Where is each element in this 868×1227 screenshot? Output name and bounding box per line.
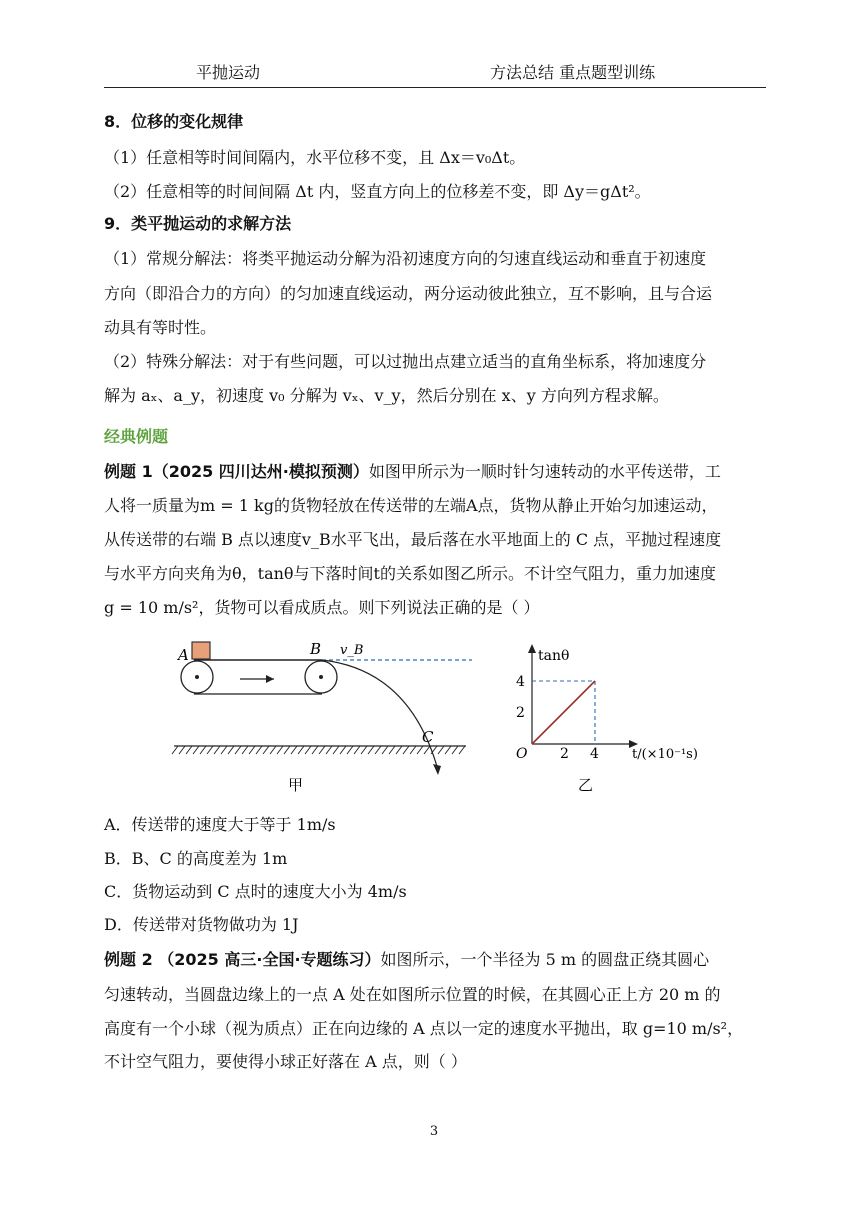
hatch-mark	[319, 746, 325, 754]
hatch-mark	[333, 746, 339, 754]
hatch-mark	[340, 746, 346, 754]
hatch-mark	[410, 746, 416, 754]
x-tick-4: 4	[590, 746, 599, 762]
hatch-mark	[291, 746, 297, 754]
trajectory-curve	[322, 660, 438, 770]
option-b: B．B、C 的高度差为 1m	[104, 849, 288, 868]
series-line	[532, 681, 595, 744]
hatch-mark	[305, 746, 311, 754]
figure-jia-conveyor	[170, 630, 480, 800]
label-b: B	[310, 640, 322, 658]
hatch-mark	[389, 746, 395, 754]
hatch-mark	[277, 746, 283, 754]
section-9-p1-line1: （1）常规分解法：将类平抛运动分解为沿初速度方向的匀速直线运动和垂直于初速度	[104, 249, 707, 268]
y-axis-arrow	[528, 644, 536, 653]
right-roller-axle	[319, 675, 323, 679]
option-a: A．传送带的速度大于等于 1m/s	[104, 815, 336, 834]
hatch-mark	[284, 746, 290, 754]
hatch-mark	[445, 746, 451, 754]
hatch-mark	[312, 746, 318, 754]
example-1-line1	[104, 462, 766, 482]
ground-hatch	[172, 746, 465, 754]
hatch-mark	[242, 746, 248, 754]
hatch-mark	[326, 746, 332, 754]
section-8-p1: （1）任意相等时间间隔内，水平位移不变，且 Δx＝v₀Δt。	[104, 148, 526, 167]
caption-yi: 乙	[578, 776, 594, 794]
y-tick-4: 4	[516, 674, 525, 690]
hatch-mark	[438, 746, 444, 754]
section-9-p1-line3: 动具有等时性。	[104, 318, 217, 337]
example-1-line2: 人将一质量为m = 1 kg的货物轻放在传送带的左端A点，货物从静止开始匀加速运动，	[104, 496, 718, 515]
example-1-line3: 从传送带的右端 B 点以速度v_B水平飞出，最后落在水平地面上的 C 点，平抛过程速度	[104, 530, 722, 549]
examples-title: 经典例题	[104, 427, 169, 446]
example-1-text1: 如图甲所示为一顺时针匀速转动的水平传送带，工	[368, 462, 721, 481]
example-2-line2: 匀速转动，当圆盘边缘上的一点 A 处在如图所示位置的时候，在其圆心正上方 20 m 的	[104, 985, 721, 1004]
hatch-mark	[459, 746, 465, 754]
hatch-mark	[263, 746, 269, 754]
example-2-line4: 不计空气阻力，要使得小球正好落在 A 点，则（ ）	[104, 1052, 467, 1071]
example-2-text1: 如图所示，一个半径为 5 m 的圆盘正绕其圆心	[380, 950, 710, 969]
example-1-line5: g = 10 m/s²，货物可以看成质点。则下列说法正确的是（ ）	[104, 598, 540, 617]
x-axis-label: t/(×10⁻¹s)	[632, 747, 698, 762]
hatch-mark	[235, 746, 241, 754]
hatch-mark	[452, 746, 458, 754]
section-9-p2-line2: 解为 aₓ、a_y，初速度 v₀ 分解为 vₓ、v_y，然后分别在 x、y 方向列方程求解。	[104, 386, 669, 405]
hatch-mark	[214, 746, 220, 754]
hatch-mark	[221, 746, 227, 754]
hatch-mark	[228, 746, 234, 754]
hatch-mark	[256, 746, 262, 754]
hatch-mark	[172, 746, 178, 754]
caption-jia: 甲	[288, 776, 304, 794]
hatch-mark	[249, 746, 255, 754]
section-9-p2-line1: （2）特殊分解法：对于有些问题，可以过抛出点建立适当的直角坐标系，将加速度分	[104, 352, 707, 371]
hatch-mark	[375, 746, 381, 754]
example-1-line4: 与水平方向夹角为θ，tanθ与下落时间t的关系如图乙所示。不计空气阻力，重力加速度	[104, 564, 716, 583]
example-2-line1	[104, 950, 766, 970]
hatch-mark	[347, 746, 353, 754]
hatch-mark	[270, 746, 276, 754]
hatch-mark	[361, 746, 367, 754]
hatch-mark	[298, 746, 304, 754]
header-left: 平抛运动	[196, 63, 261, 82]
example-1-lead: 例题 1（2025 四川达州·模拟预测）	[104, 462, 369, 481]
hatch-mark	[186, 746, 192, 754]
label-a: A	[178, 646, 189, 664]
hatch-mark	[179, 746, 185, 754]
x-tick-2: 2	[560, 746, 569, 762]
hatch-mark	[193, 746, 199, 754]
y-tick-2: 2	[516, 705, 525, 721]
cargo-box	[192, 642, 210, 659]
label-c: C	[422, 728, 434, 746]
figure-yi-graph	[508, 640, 718, 800]
hatch-mark	[403, 746, 409, 754]
hatch-mark	[207, 746, 213, 754]
section-8-p2: （2）任意相等的时间间隔 Δt 内，竖直方向上的位移差不变，即 Δy＝gΔt²。	[104, 182, 651, 201]
belt-arrow-head	[266, 675, 274, 683]
hatch-mark	[368, 746, 374, 754]
header-rule	[104, 87, 766, 88]
page-number: 3	[429, 1124, 439, 1139]
hatch-mark	[382, 746, 388, 754]
left-roller-axle	[195, 675, 199, 679]
hatch-mark	[424, 746, 430, 754]
y-axis-label: tanθ	[538, 648, 570, 664]
section-9-title: 9．类平抛运动的求解方法	[104, 214, 292, 233]
section-8-title: 8．位移的变化规律	[104, 112, 244, 131]
label-vb: v_B	[340, 643, 364, 658]
trajectory-arrow	[433, 764, 441, 775]
header-right: 方法总结 重点题型训练	[490, 63, 656, 82]
example-2-line3: 高度有一个小球（视为质点）正在向边缘的 A 点以一定的速度水平抛出，取 g=10 m/s²，	[104, 1019, 744, 1038]
option-d: D．传送带对货物做功为 1J	[104, 915, 299, 934]
origin-label: O	[516, 746, 528, 762]
hatch-mark	[396, 746, 402, 754]
example-2-lead: 例题 2 （2025 高三·全国·专题练习）	[104, 950, 381, 969]
option-c: C．货物运动到 C 点时的速度大小为 4m/s	[104, 882, 407, 901]
hatch-mark	[354, 746, 360, 754]
section-9-p1-line2: 方向（即沿合力的方向）的匀加速直线运动，两分运动彼此独立，互不影响，且与合运	[104, 284, 713, 303]
hatch-mark	[417, 746, 423, 754]
hatch-mark	[200, 746, 206, 754]
